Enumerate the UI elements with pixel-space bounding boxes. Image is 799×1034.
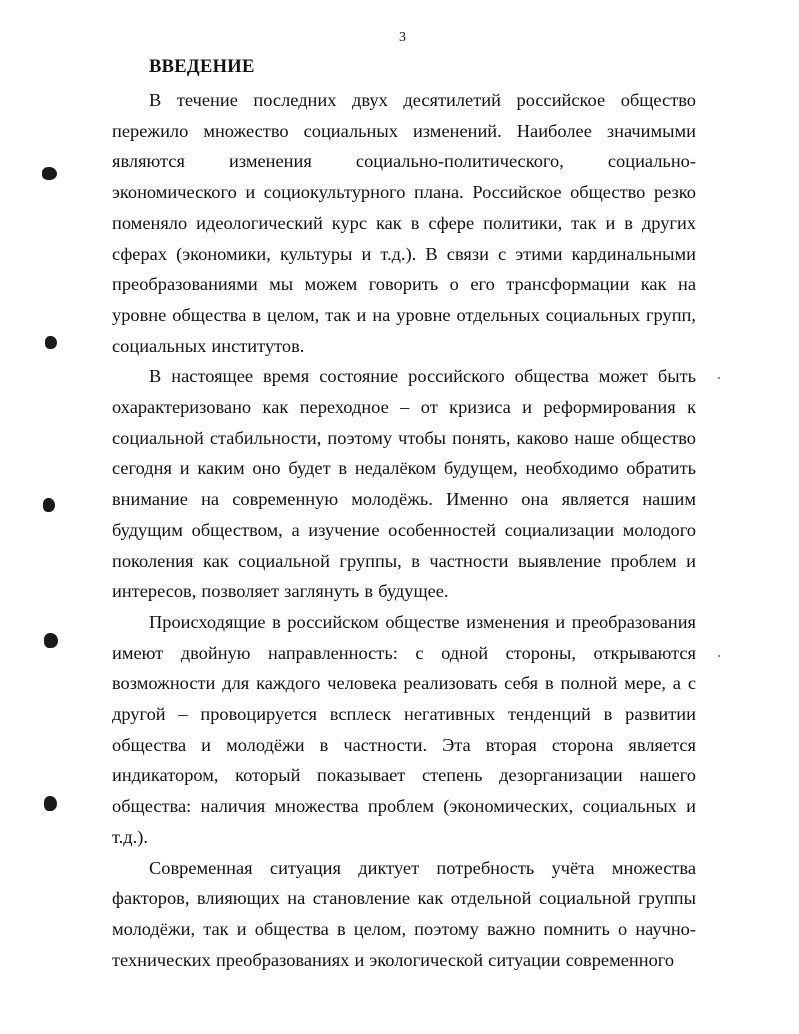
paragraph-1: В течение последних двух десятилетий российское общество пережило множество социальных изменений. Наиболее значимыми являются изменения социально-политического, социально-экономического и социокультурного плана. Российское общество резко поменяло идеологический курс как в сфере политики, так и в других сферах (экономики, культуры и т.д.). В связи с этими кардинальными преобразованиями мы можем говорить о его трансформации как на уровне общества в целом, так и на уровне отдельных социальных групп, социальных институтов. bbox=[112, 90, 696, 356]
scan-speck bbox=[718, 377, 720, 379]
document-body bbox=[112, 85, 696, 975]
paragraph-3: Происходящие в российском обществе изменения и преобразования имеют двойную направленность: с одной стороны, открываются возможности для каждого человека реализовать себя в полной мере, а с другой – провоцируется всплеск негативных тенденций в развитии общества и молодёжи в частности. Эта вторая сторона является индикатором, который показывает степень дезорганизации нашего общества: наличия множества проблем (экономических, социальных и т.д.). bbox=[112, 611, 696, 847]
section-heading: ВВЕДЕНИЕ bbox=[149, 57, 255, 77]
binding-hole-mark bbox=[44, 796, 57, 811]
paragraph-4: Современная ситуация диктует потребность учёта множества факторов, влияющих на становление как отдельной социальной группы молодёжи, так и общества в целом, поэтому важно помнить о научно-технических преобразованиях и экологической ситуации современного bbox=[112, 857, 696, 970]
paragraph-2: В настоящее время состояние российского общества может быть охарактеризовано как переходное – от кризиса и реформирования к социальной стабильности, поэтому чтобы понять, каково наше общество сегодня и каким оно будет в недалёком будущем, необходимо обратить внимание на современную молодёжь. Именно она является нашим будущим обществом, а изучение особенностей социализации молодого поколения как социальной группы, в частности выявление проблем и интересов, позволяет заглянуть в будущее. bbox=[112, 366, 696, 602]
binding-hole-mark bbox=[42, 167, 57, 180]
page-number: 3 bbox=[399, 30, 406, 45]
scan-speck bbox=[718, 655, 720, 657]
binding-hole-mark bbox=[44, 633, 58, 648]
binding-hole-mark bbox=[45, 336, 57, 349]
binding-hole-mark bbox=[43, 498, 55, 512]
